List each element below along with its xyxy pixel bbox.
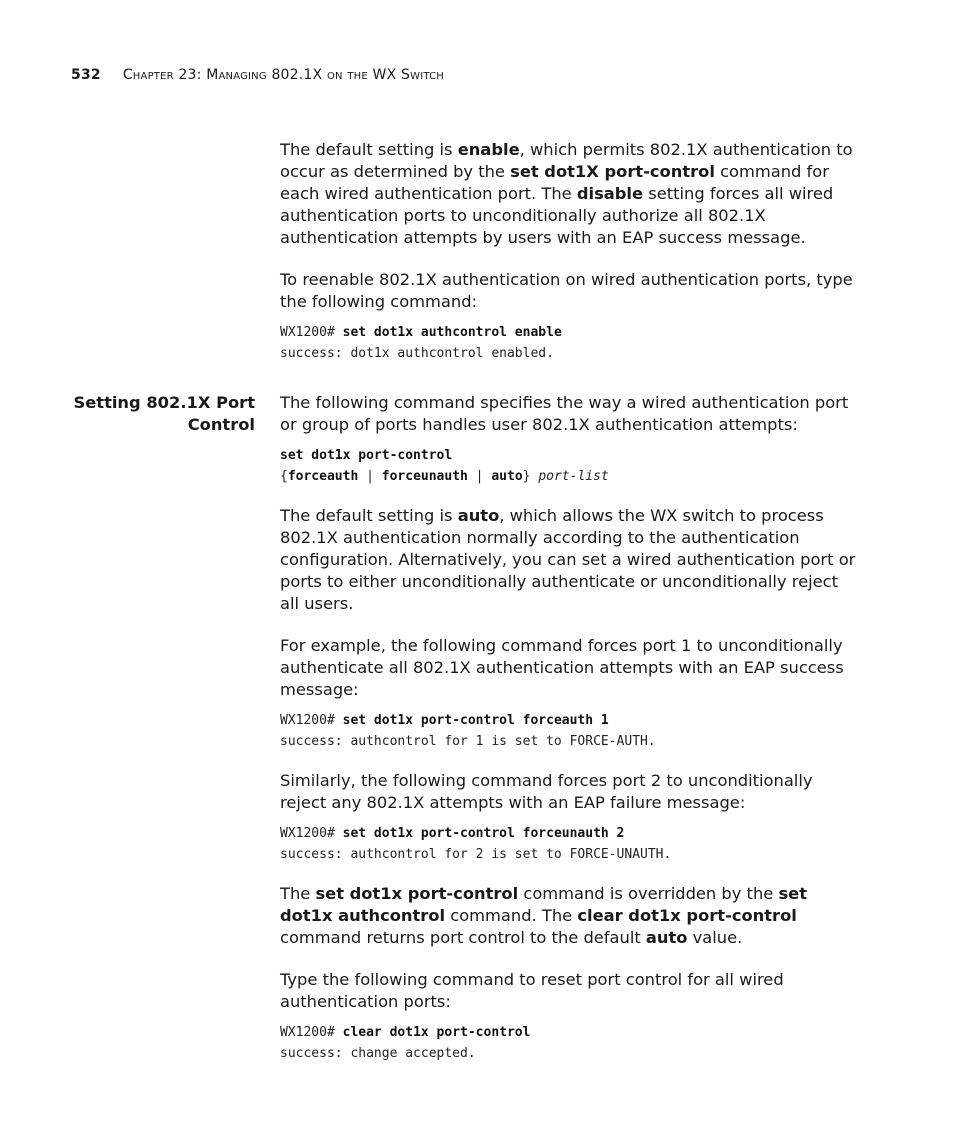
cli-output: success: dot1x authcontrol enabled. — [280, 346, 554, 361]
syntax-separator: | — [467, 469, 492, 484]
cli-command: set dot1x authcontrol enable — [342, 325, 562, 340]
section-heading — [74, 392, 255, 436]
text: command is overridden by the — [518, 884, 779, 903]
cli-prompt: WX1200# — [280, 826, 343, 841]
text: setting forces all wired authentication ports to unconditionally authorize all 802.1X authentication attempts by users with an EAP success message. — [280, 184, 834, 247]
bold-term: disable — [576, 184, 644, 203]
text: The default setting is — [280, 506, 458, 525]
paragraph-default-auto — [280, 505, 858, 615]
text: , which allows the WX switch to process 802.1X authentication normally according to the authentication configuration. Alternatively, you can set a wired authentication port or ports to either unconditionally authenticate or unconditionally reject all users. — [280, 506, 856, 613]
paragraph-override — [280, 883, 858, 949]
cli-output: success: authcontrol for 1 is set to FORCE-AUTH. — [280, 734, 656, 749]
syntax-separator: | — [358, 469, 382, 484]
page-number: 532 — [71, 67, 101, 83]
bold-term: auto — [645, 928, 688, 947]
paragraph-example-forceauth — [280, 635, 858, 701]
paragraph-reset — [280, 969, 858, 1013]
section-heading-line: Control — [187, 415, 255, 434]
text: value. — [687, 928, 743, 947]
paragraph-default-enable — [280, 139, 858, 249]
bold-term: set dot1x port-control — [315, 884, 519, 903]
syntax-argument: port-list — [538, 469, 609, 484]
code-block-forceunauth — [280, 823, 858, 865]
section-heading-line: Setting 802.1X Port — [73, 393, 255, 412]
code-block-forceauth — [280, 710, 858, 752]
syntax-brace: } — [522, 469, 539, 484]
paragraph-text: To reenable 802.1X authentication on wired authentication ports, type the following command: — [280, 270, 853, 311]
running-header — [71, 67, 444, 83]
paragraph-text: For example, the following command forces port 1 to unconditionally authenticate all 802.1X authentication attempts with an EAP success message: — [280, 636, 844, 699]
bold-term: set dot1X port-control — [510, 162, 715, 181]
bold-term: auto — [457, 506, 500, 525]
bold-term: clear dot1x port-control — [577, 906, 797, 925]
text: command for each wired authentication port. The — [280, 162, 829, 203]
syntax-brace: { — [280, 469, 288, 484]
syntax-command: set dot1x port-control — [280, 448, 453, 463]
cli-prompt: WX1200# — [280, 325, 343, 340]
syntax-option: auto — [491, 469, 523, 484]
code-block-clear — [280, 1022, 858, 1064]
text: The — [280, 884, 316, 903]
bold-term: set dot1x authcontrol — [280, 884, 807, 925]
cli-prompt: WX1200# — [280, 713, 343, 728]
cli-output: success: authcontrol for 2 is set to FORCE-UNAUTH. — [280, 847, 672, 862]
paragraph-reenable — [280, 269, 858, 313]
paragraph-example-forceunauth — [280, 770, 858, 814]
paragraph-text: The following command specifies the way a wired authentication port or group of ports handles user 802.1X authentication attempts: — [280, 393, 849, 434]
syntax-option: forceunauth — [381, 469, 468, 484]
cli-output: success: change accepted. — [280, 1046, 476, 1061]
paragraph-text: Similarly, the following command forces port 2 to unconditionally reject any 802.1X attempts with an EAP failure message: — [280, 771, 813, 812]
text: command. The — [445, 906, 578, 925]
text: command returns port control to the default — [280, 928, 646, 947]
bold-term: enable — [457, 140, 520, 159]
cli-command: set dot1x port-control forceunauth 2 — [342, 826, 625, 841]
syntax-block — [280, 445, 858, 487]
syntax-option: forceauth — [287, 469, 359, 484]
paragraph-text: Type the following command to reset port control for all wired authentication ports: — [280, 970, 784, 1011]
code-block-authcontrol — [280, 322, 858, 364]
text: , which permits 802.1X authentication to occur as determined by the — [280, 140, 853, 181]
text: The default setting is — [280, 140, 458, 159]
paragraph-port-control-intro — [280, 392, 858, 436]
cli-command: clear dot1x port-control — [342, 1025, 531, 1040]
chapter-title: Chapter 23: Managing 802.1X on the WX Switch — [122, 67, 444, 83]
cli-prompt: WX1200# — [280, 1025, 343, 1040]
cli-command: set dot1x port-control forceauth 1 — [342, 713, 609, 728]
